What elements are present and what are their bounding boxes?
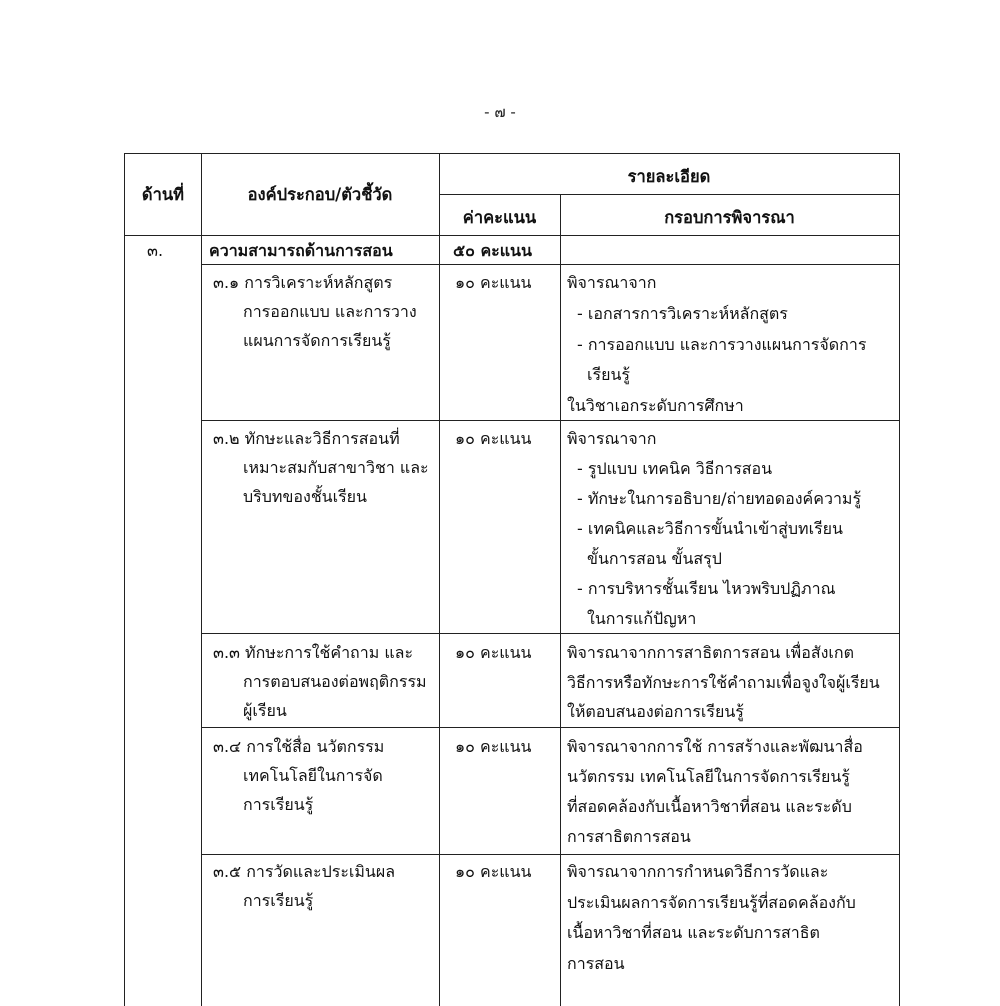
indicator-line: ๓.๑ การวิเคราะห์หลักสูตร xyxy=(213,273,393,292)
evaluation-table xyxy=(124,153,900,1006)
row-line-3 xyxy=(201,727,899,728)
framework-line: ในวิชาเอกระดับการศึกษา xyxy=(567,396,744,415)
indicator-line: การตอบสนองต่อพฤติกรรม xyxy=(243,672,427,691)
framework-line: การสอน xyxy=(567,954,625,973)
header-subdivider xyxy=(439,194,899,195)
page-number: - ๗ - xyxy=(484,103,516,121)
framework-line: เนื้อหาวิชาที่สอน และระดับการสาธิต xyxy=(567,923,820,942)
header-details: รายละเอียด xyxy=(627,167,711,186)
score-3-2: ๑๐ คะแนน xyxy=(455,429,532,448)
indicator-line: ๓.๓ ทักษะการใช้คำถาม และ xyxy=(213,643,414,662)
framework-line: ให้ตอบสนองต่อการเรียนรู้ xyxy=(567,702,744,721)
indicator-line: ๓.๔ การใช้สื่อ นวัตกรรม xyxy=(213,737,385,756)
header-component: องค์ประกอบ/ตัวชี้วัด xyxy=(247,185,393,204)
framework-line: - เอกสารการวิเคราะห์หลักสูตร xyxy=(577,304,788,323)
header-score: ค่าคะแนน xyxy=(462,208,537,227)
framework-line: วิธีการหรือทักษะการใช้คำถามเพื่อจูงใจผู้เรียน xyxy=(567,673,880,692)
indicator-line: ๓.๒ ทักษะและวิธีการสอนที่ xyxy=(213,429,400,448)
indicator-line: บริบทของชั้นเรียน xyxy=(243,487,367,506)
score-3-1: ๑๐ คะแนน xyxy=(455,273,532,292)
indicator-line: เหมาะสมกับสาขาวิชา และ xyxy=(243,458,429,477)
row-line-2 xyxy=(201,633,899,634)
framework-line: นวัตกรรม เทคโนโลยีในการจัดการเรียนรู้ xyxy=(567,767,850,786)
indicator-line: ๓.๕ การวัดและประเมินผล xyxy=(213,862,396,881)
col-divider-1 xyxy=(201,154,202,1006)
framework-line: - การออกแบบ และการวางแผนการจัดการ xyxy=(577,335,867,354)
framework-line: - ทักษะในการอธิบาย/ถ่ายทอดองค์ความรู้ xyxy=(577,489,862,508)
section-title: ความสามารถด้านการสอน xyxy=(209,241,393,260)
framework-line: ขั้นการสอน ขั้นสรุป xyxy=(587,549,722,568)
indicator-line: เทคโนโลยีในการจัด xyxy=(243,766,383,785)
framework-line: - รูปแบบ เทคนิค วิธีการสอน xyxy=(577,459,773,478)
indicator-line: ผู้เรียน xyxy=(243,701,287,720)
score-3-4: ๑๐ คะแนน xyxy=(455,737,532,756)
framework-line: ประเมินผลการจัดการเรียนรู้ที่สอดคล้องกับ xyxy=(567,893,856,912)
framework-line: ที่สอดคล้องกับเนื้อหาวิชาที่สอน และระดับ xyxy=(567,797,852,816)
framework-line: ในการแก้ปัญหา xyxy=(587,609,697,628)
indicator-line: การเรียนรู้ xyxy=(243,795,314,814)
framework-line: พิจารณาจากการใช้ การสร้างและพัฒนาสื่อ xyxy=(567,737,863,756)
col-divider-2 xyxy=(439,154,440,1006)
indicator-line: แผนการจัดการเรียนรู้ xyxy=(243,331,391,350)
section-score: ๕๐ คะแนน xyxy=(453,241,532,260)
score-3-3: ๑๐ คะแนน xyxy=(455,643,532,662)
header-framework: กรอบการพิจารณา xyxy=(664,208,795,227)
indicator-line: การออกแบบ และการวาง xyxy=(243,302,417,321)
framework-line: - เทคนิคและวิธีการขั้นนำเข้าสู่บทเรียน xyxy=(577,519,843,538)
col-divider-3 xyxy=(560,194,561,1006)
framework-line: - การบริหารชั้นเรียน ไหวพริบปฏิภาณ xyxy=(577,579,836,598)
score-3-5: ๑๐ คะแนน xyxy=(455,862,532,881)
row-line-4 xyxy=(201,854,899,855)
framework-line: การสาธิตการสอน xyxy=(567,827,691,846)
framework-line: พิจารณาจากการสาธิตการสอน เพื่อสังเกต xyxy=(567,643,854,662)
header-dimension: ด้านที่ xyxy=(141,185,185,204)
indicator-line: การเรียนรู้ xyxy=(243,891,314,910)
framework-line: พิจารณาจาก xyxy=(567,429,657,448)
framework-line: พิจารณาจาก xyxy=(567,273,657,292)
row-line-1 xyxy=(201,420,899,421)
framework-line: พิจารณาจากการกำหนดวิธีการวัดและ xyxy=(567,862,829,881)
framework-line: เรียนรู้ xyxy=(587,365,630,384)
section-number: ๓. xyxy=(147,241,164,260)
